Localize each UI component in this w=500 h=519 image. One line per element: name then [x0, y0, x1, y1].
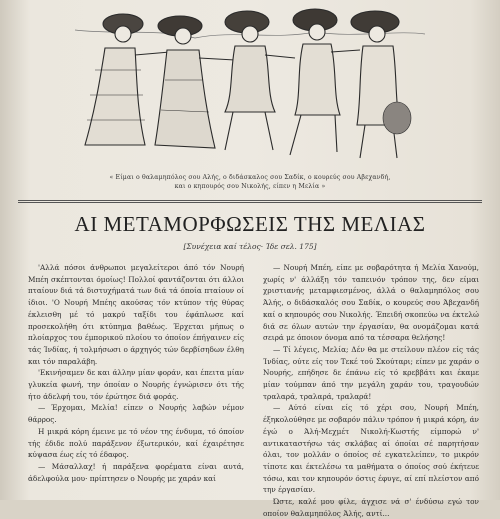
paragraph: — Μάσαλλαχ! ή παράξενα φορέματα είναι αυτά, άδελφούλα μου· πρίπτησεν ο Νουρής με χαράν καί	[28, 461, 244, 483]
paragraph: — Νουρή Μπέη, είπε με σοβαρότητα ή Μελία Χανούμ, χωρίς ν' άλλάξη τόν ταπεινόν τρόπον της, δεν είμαι χριστιανής μεταμφιεσμένος, άλλά ο θαλαμηπόλος σου Άλής, ο διδάσκαλός σου Σαδίκ, ο κουρεύς σου Άβεχανδή καί ο κηπουρός σου Νικολής. Έπειδή σκοπεύω να έκτελώ διά σε όλων αυτών την έργασίαν, θα ονομάζομαι κατά σειρά με όποιον όνομα από τα τέσσαρα θελήσης!	[263, 263, 479, 343]
paragraph: — Αύτό είναι είς τό χέρι σου, Νουρή Μπέη, έξηκολούθησε με σοβαρόν πάλιν τρόπον ή μικρά κόρη, άν έγώ ο Άλή-Μεχμέτ Νικολή-Κωστής είμπορώ ν' αντικαταστήσω τάς σκλάβας αί όποίαι σέ παρητήσαν όλαι, τον μολλάν ο όποίος σέ εγκατελείπεν, το μικρόν τίποτε και έκτελέσω τα μαθήματα ο όποίος σού έκήτευε τόσω, και τον κηπουρόν όστις έφυγε, αί επί πλείστον από την έργασίαν.	[263, 403, 479, 495]
paragraph: 'Αλλά πόσοι άνθρωποι μεγαλείτεροι άπό τόν Νουρή Μπέη σκέπτονται όμοίως! Πολλοί φαντάζονται ότι άλλοι πταίουν διά τά διστυχήματά των διά τά όποία πταίουν οί ίδιοι. 'Ο Νουρή Μπέης ακούσας τόν κτύπον τής θύρας έκλεισθη μέ τό μακρύ ταξίδι του έφάπλωσε καί προσεκολήθη ότι κτύπημα βαθέως. Έρχεται μήπως ο πλοίαρχος του έμπορικού πλοίου το όποίον έπήγαινεν είς τάς Ίνδίας, ή τολμήσωσι ο άρχηγός τών δερβίσηδων έλθη και τόν παραλάβη.	[28, 263, 244, 366]
paragraph: 'Εκινήσαμεν δε και άλλην μίαν φοράν, και έπειτα μίαν γλυκεία φωνή, την όποίαν ο Νουρής έγνώρισεν ότι τής ήτο άδελφή του, τόν έρώτησε διά φοράς.	[28, 368, 244, 401]
article-title: ΑΙ ΜΕΤΑΜΟΡΦΩΣΕΙΣ ΤΗΣ ΜΕΛΙΑΣ	[74, 212, 426, 236]
dancing-children-illustration	[75, 0, 425, 168]
paragraph: Ώστε, καλέ μου φίλε, άγχισε νά σ' ένδύσω εγώ τον οποίον θαλαμηπόλος Άλής, αντί...	[263, 497, 479, 518]
article-subtitle: [Συνέχεια καί τέλος· Ίδε σελ. 175]	[183, 242, 317, 251]
illustration-caption-line-2: και ο κηπουρός σου Νικολής, είπεν η Μελία »	[174, 183, 326, 190]
paragraph: — Έρχομαι, Μελία! είπεν ο Νουρής λαβών νέμον θάρρος.	[28, 403, 244, 425]
left-text-column	[28, 262, 244, 484]
illustration-caption-line-1: « Είμαι ο θαλαμηπόλος σου Αλής, ο διδάσκαλος σου Σαδίκ, ο κουρεύς σου Αβεχανδή,	[109, 174, 391, 181]
right-text-column	[263, 262, 479, 519]
paragraph: Η μικρά κόρη έμεινε με τό νέον της ένδυμα, τό όποίον τής έδιδε πολύ παράξενον έξωτερικόν, καί έχαιρέτησε κύψασα έως είς τό έδαφος.	[28, 426, 244, 460]
divider	[18, 200, 482, 201]
paragraph: — Τί λέγεις, Μελία; Δέν θα με στείλουν πλέον είς τάς Ίνδίας, ούτε είς τον Τεκέ τού Σκούταρι; είπεν με χαράν ο Νουρής, επήδησε δε έπάνω είς τό κρεββάτι και έκαμε μίαν τούμπαν άπό την μεγάλη χαράν του, τραγουδών τραλαρά, τραλαρά, τραλαρά!	[263, 344, 479, 401]
divider	[18, 202, 482, 203]
